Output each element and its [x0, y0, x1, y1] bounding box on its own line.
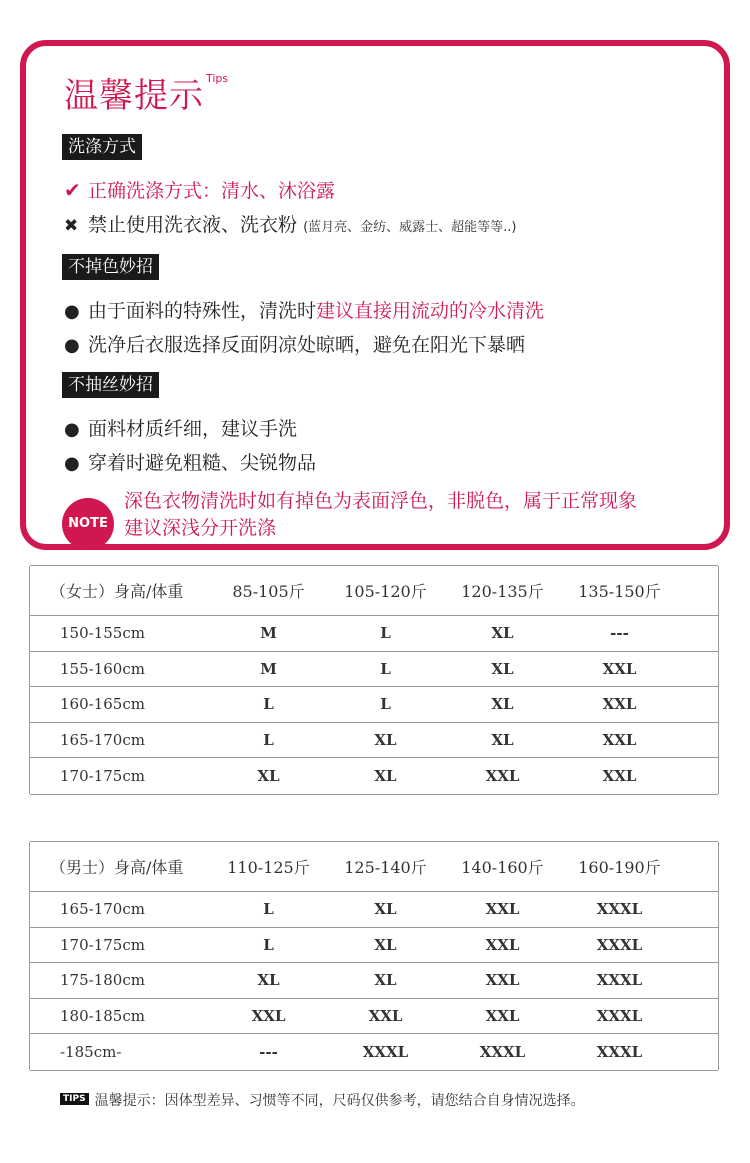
- table-cell: XL: [374, 935, 397, 954]
- table-cell: XXL: [485, 766, 520, 785]
- table-cell: XXL: [485, 900, 520, 919]
- table-row: [30, 687, 718, 723]
- table-cell: 160-165cm: [60, 695, 145, 714]
- tips-title: 温馨提示 $^{Tips}$: [64, 72, 229, 116]
- table-cell: XXL: [602, 766, 637, 785]
- table-cell: L: [263, 695, 274, 714]
- table-cell: M: [260, 659, 277, 678]
- table-cell: L: [263, 900, 274, 919]
- table-cell: XXXL: [596, 1006, 643, 1025]
- footer-text: 温馨提示：因体型差异、习惯等不同，尺码仅供参考，请您结合自身情况选择。: [94, 1093, 585, 1109]
- men-size-table: [30, 841, 718, 1071]
- table-row: [30, 1034, 718, 1070]
- table-header-cell: 135-150斤: [578, 582, 661, 601]
- washing-label: 洗涤方式: [62, 134, 142, 160]
- table-cell: XL: [491, 695, 514, 714]
- table-row: [30, 963, 718, 999]
- table-cell: XXL: [602, 730, 637, 749]
- footer-tip: [60, 1090, 585, 1110]
- table-cell: ---: [259, 1042, 278, 1061]
- table-header-cell: 85-105斤: [232, 582, 305, 601]
- table-cell: XXXL: [596, 971, 643, 990]
- note-badge: NOTE: [62, 498, 114, 550]
- bullet-icon: ●: [64, 335, 80, 356]
- table-cell: 155-160cm: [60, 659, 145, 678]
- tips-title-sup: Tips: [206, 72, 229, 85]
- table-cell: L: [380, 624, 391, 643]
- table-cell: 180-185cm: [60, 1006, 145, 1025]
- table-cell: XXL: [602, 695, 637, 714]
- table-cell: 165-170cm: [60, 730, 145, 749]
- nosnag-label: 不抽丝妙招: [62, 372, 159, 398]
- nofade-line-2: ● 洗净后衣服选择反面阴凉处晾晒，避免在阳光下暴晒: [64, 334, 526, 356]
- table-row: [30, 928, 718, 964]
- forbidden-brands-note: (蓝月亮、金纺、威露士、超能等等..): [303, 220, 517, 235]
- table-cell: XL: [374, 900, 397, 919]
- table-cell: 175-180cm: [60, 971, 145, 990]
- table-cell: L: [263, 730, 274, 749]
- table-row: [30, 892, 718, 928]
- nosnag-line-1: ● 面料材质纤细，建议手洗: [64, 418, 298, 440]
- table-cell: XL: [374, 730, 397, 749]
- table-header-row: [30, 566, 718, 616]
- table-row: [30, 723, 718, 759]
- table-cell: XXL: [485, 1006, 520, 1025]
- table-cell: 165-170cm: [60, 900, 145, 919]
- table-cell: XL: [374, 971, 397, 990]
- table-cell: XL: [491, 624, 514, 643]
- check-icon: ✔: [64, 178, 81, 202]
- bullet-icon: ●: [64, 301, 80, 322]
- table-row: [30, 616, 718, 652]
- table-cell: 170-175cm: [60, 935, 145, 954]
- bullet-icon: ●: [64, 453, 80, 474]
- tips-badge: TIPS: [60, 1093, 89, 1105]
- table-cell: 150-155cm: [60, 624, 145, 643]
- table-cell: XXL: [251, 1006, 286, 1025]
- table-cell: -185cm-: [60, 1042, 122, 1061]
- table-header-cell: 140-160斤: [461, 858, 544, 877]
- tips-card: [20, 40, 730, 550]
- table-header-cell: 125-140斤: [344, 858, 427, 877]
- washing-correct-line: ✔ 正确洗涤方式：清水、沐浴露: [64, 178, 336, 202]
- nofade-line-1: ● 由于面料的特殊性，清洗时建议直接用流动的冷水清洗: [64, 300, 545, 322]
- table-cell: XL: [374, 766, 397, 785]
- table-cell: XXL: [485, 935, 520, 954]
- table-cell: L: [263, 935, 274, 954]
- washing-forbidden-line: ✖ 禁止使用洗衣液、洗衣粉 (蓝月亮、金纺、威露士、超能等等..): [64, 214, 517, 236]
- table-cell: XXL: [602, 659, 637, 678]
- table-cell: ---: [610, 624, 629, 643]
- table-cell: XXL: [368, 1006, 403, 1025]
- table-cell: XXXL: [596, 935, 643, 954]
- table-header-cell: （女士）身高/体重: [50, 582, 184, 601]
- table-row: [30, 652, 718, 688]
- table-header-cell: 105-120斤: [344, 582, 427, 601]
- table-cell: L: [380, 695, 391, 714]
- women-size-table: [30, 565, 718, 795]
- table-header-row: [30, 842, 718, 892]
- table-cell: 170-175cm: [60, 766, 145, 785]
- table-cell: XL: [257, 971, 280, 990]
- table-cell: XXXL: [479, 1042, 526, 1061]
- table-header-cell: 120-135斤: [461, 582, 544, 601]
- bullet-icon: ●: [64, 419, 80, 440]
- table-cell: XL: [491, 730, 514, 749]
- table-header-cell: 110-125斤: [227, 858, 310, 877]
- table-header-cell: （男士）身高/体重: [50, 858, 184, 877]
- table-cell: L: [380, 659, 391, 678]
- nosnag-line-2: ● 穿着时避免粗糙、尖锐物品: [64, 452, 317, 474]
- table-cell: XXXL: [596, 900, 643, 919]
- table-row: [30, 999, 718, 1035]
- table-cell: XXXL: [362, 1042, 409, 1061]
- nofade-label: 不掉色妙招: [62, 254, 159, 280]
- table-cell: XXL: [485, 971, 520, 990]
- table-cell: XL: [257, 766, 280, 785]
- table-cell: XL: [491, 659, 514, 678]
- table-row: [30, 758, 718, 794]
- table-cell: M: [260, 624, 277, 643]
- table-header-cell: 160-190斤: [578, 858, 661, 877]
- note-text: 深色衣物清洗时如有掉色为表面浮色，非脱色，属于正常现象 建议深浅分开洗涤: [124, 490, 638, 539]
- table-cell: XXXL: [596, 1042, 643, 1061]
- cross-icon: ✖: [64, 216, 79, 236]
